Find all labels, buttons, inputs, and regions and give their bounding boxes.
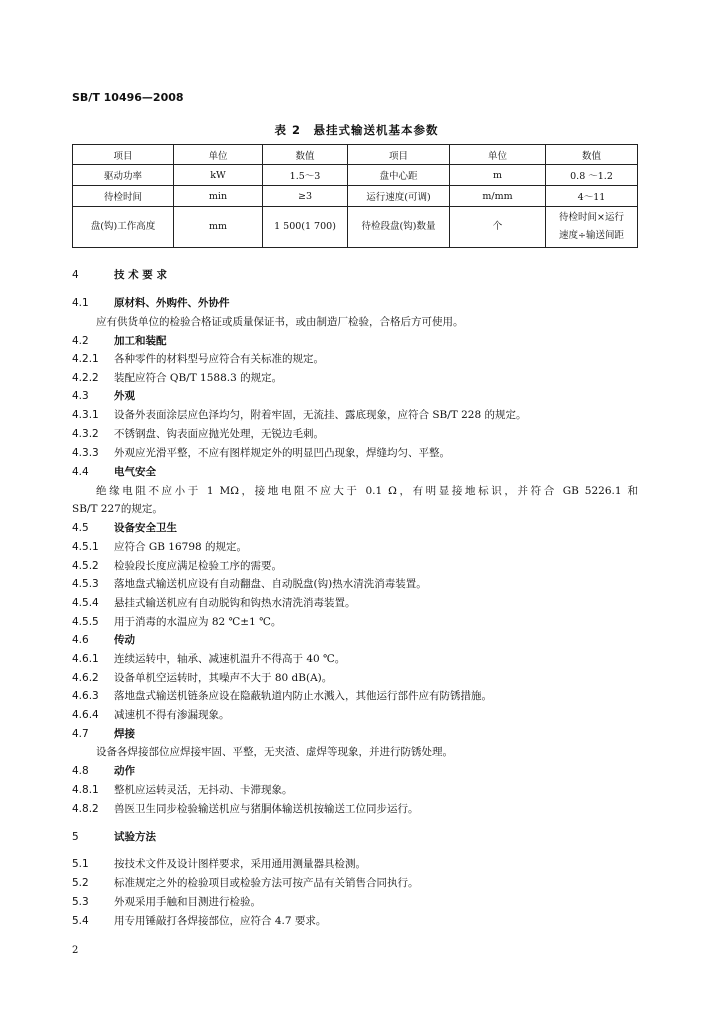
clause-text: 焊接 [114,728,135,740]
body-line [72,596,642,610]
clause-text: 外观采用手触和目测进行检验。 [114,896,261,908]
body-line [72,446,642,460]
parameter-table [72,144,638,248]
clause-text: 用专用锤敲打各焊接部位，应符合 4.7 要求。 [114,915,327,927]
body-line [72,708,642,722]
table-row [73,186,638,207]
clause-number: 4.5 [72,522,89,534]
clause-text: 整机应运转灵活，无抖动、卡滞现象。 [114,784,293,796]
table-cell: m [450,165,546,186]
clause-number: 4.6 [72,634,89,646]
clause-number: 5 [72,831,79,843]
clause-number: 5.4 [72,915,89,927]
body-line [72,914,642,928]
table-cell: 1.5～3 [263,165,348,186]
clause-text: 不锈钢盘、钩表面应抛光处理，无锐边毛刺。 [114,428,324,440]
table-cell: 驱动功率 [73,165,174,186]
clause-number: 4.6.4 [72,709,99,721]
body-line [72,652,642,666]
page-number: 2 [72,945,79,956]
clause-text: 落地盘式输送机链条应设在隐蔽轨道内防止水溅入，其他运行部件应有防锈措施。 [114,690,492,702]
section-heading [72,521,642,535]
clause-text: 应有供货单位的检验合格证或质量保证书，或由制造厂检验，合格后方可使用。 [96,316,464,328]
clause-text: 动作 [114,765,135,777]
table-cell: min [174,186,263,207]
table-caption: 表 2 悬挂式输送机基本参数 [274,123,439,137]
section-heading [72,389,642,403]
section-heading [72,830,642,844]
body-line [72,352,642,366]
body-line [72,540,642,554]
body-line [72,577,642,591]
body-line [72,502,642,516]
clause-number: 4 [72,269,79,281]
section-heading [72,764,642,778]
clause-number: 4.7 [72,728,89,740]
clause-number: 4.3 [72,390,89,402]
section-heading [72,268,642,282]
clause-text: 绝缘电阻不应小于 1 MΩ，接地电阻不应大于 0.1 Ω，有明显接地标识，并符合 GB 5226.1 和 [96,485,638,497]
table-header-cell: 数值 [546,145,638,165]
table-cell: 盘(钩)工作高度 [73,207,174,248]
clause-number: 4.8.1 [72,784,99,796]
body-line [72,689,642,703]
body-line [72,615,642,629]
clause-number: 4.5.1 [72,541,99,553]
document-header: SB/T 10496—2008 [72,91,184,104]
clause-number: 4.5.4 [72,597,99,609]
table-header-cell: 项目 [348,145,450,165]
table-cell: 待检段盘(钩)数量 [348,207,450,248]
clause-number: 5.1 [72,858,89,870]
table-cell: 1 500(1 700) [263,207,348,248]
table-cell: 待检时间 [73,186,174,207]
body-line [72,802,642,816]
section-heading [72,296,642,310]
clause-text: SB/T 227的规定。 [72,503,163,515]
clause-text: 应符合 GB 16798 的规定。 [114,541,248,553]
table-cell: 运行速度(可调) [348,186,450,207]
clause-number: 4.4 [72,466,89,478]
clause-text: 原材料、外购件、外协件 [114,297,230,309]
section-heading [72,334,642,348]
body-line [72,315,666,329]
body-line [72,671,642,685]
clause-text: 兽医卫生同步检验输送机应与猪胴体输送机按输送工位同步运行。 [114,803,419,815]
table-cell-line: 待检时间×运行 [559,212,624,223]
table-header-cell: 单位 [174,145,263,165]
table-header-row [73,145,638,165]
table-cell: 0.8 ～1.2 [546,165,638,186]
clause-text: 按技术文件及设计图样要求，采用通用测量器具检测。 [114,858,366,870]
table-cell: 个 [450,207,546,248]
clause-number: 4.5.3 [72,578,99,590]
clause-text: 连续运转中，轴承、减速机温升不得高于 40 ℃。 [114,653,346,665]
clause-number: 4.6.1 [72,653,99,665]
clause-text: 外观应光滑平整，不应有图样规定外的明显凹凸现象，焊缝均匀、平整。 [114,447,450,459]
clause-text: 用于消毒的水温应为 82 ℃±1 ℃。 [114,616,282,628]
clause-text: 各种零件的材料型号应符合有关标准的规定。 [114,353,324,365]
clause-number: 4.5.2 [72,560,99,572]
clause-text: 检验段长度应满足检验工序的需要。 [114,560,282,572]
table-cell: 4～11 [546,186,638,207]
clause-text: 试验方法 [114,831,156,843]
body-line [72,427,642,441]
clause-text: 装配应符合 QB/T 1588.3 的规定。 [114,372,283,384]
body-line [72,745,666,759]
table-header-cell: 项目 [73,145,174,165]
clause-number: 4.6.2 [72,672,99,684]
section-heading [72,727,642,741]
clause-text: 传动 [114,634,135,646]
clause-text: 电气安全 [114,466,156,478]
table-row [73,165,638,186]
body-line [72,371,642,385]
clause-number: 4.6.3 [72,690,99,702]
body-line [72,895,642,909]
table-cell: kW [174,165,263,186]
clause-number: 5.2 [72,877,89,889]
table-cell: mm [174,207,263,248]
clause-number: 4.8 [72,765,89,777]
table-header-cell: 单位 [450,145,546,165]
clause-number: 4.2 [72,335,89,347]
clause-number: 4.2.2 [72,372,99,384]
clause-text: 标准规定之外的检验项目或检验方法可按产品有关销售合同执行。 [114,877,419,889]
body-line [72,783,642,797]
clause-text: 设备安全卫生 [114,522,177,534]
clause-number: 5.3 [72,896,89,908]
table-cell-line: 速度÷输送间距 [559,230,624,241]
clause-text: 设备单机空运转时，其噪声不大于 80 dB(A)。 [114,672,333,684]
body-line [96,484,638,498]
clause-number: 4.3.2 [72,428,99,440]
table-cell [546,207,638,248]
section-heading [72,633,642,647]
clause-text: 设备外表面涂层应色泽均匀，附着牢固，无流挂、露底现象，应符合 SB/T 228 的规定。 [114,409,527,421]
body-line [72,857,642,871]
table-row [73,207,638,248]
clause-number: 4.3.3 [72,447,99,459]
body-line [72,559,642,573]
body-line [72,408,642,422]
clause-number: 4.8.2 [72,803,99,815]
clause-number: 4.3.1 [72,409,99,421]
table-cell: ≥3 [263,186,348,207]
clause-text: 悬挂式输送机应有自动脱钩和钩热水清洗消毒装置。 [114,597,356,609]
body-line [72,876,642,890]
clause-text: 设备各焊接部位应焊接牢固、平整，无夹渣、虚焊等现象，并进行防锈处理。 [96,746,453,758]
clause-text: 减速机不得有渗漏现象。 [114,709,230,721]
clause-text: 技 术 要 求 [114,269,167,281]
table-cell: m/mm [450,186,546,207]
clause-text: 外观 [114,390,135,402]
clause-number: 4.2.1 [72,353,99,365]
clause-text: 落地盘式输送机应设有自动翻盘、自动脱盘(钩)热水清洗消毒装置。 [114,578,427,590]
clause-number: 4.1 [72,297,89,309]
clause-text: 加工和装配 [114,335,167,347]
table-cell: 盘中心距 [348,165,450,186]
table-header-cell: 数值 [263,145,348,165]
clause-number: 4.5.5 [72,616,99,628]
section-heading [72,465,642,479]
